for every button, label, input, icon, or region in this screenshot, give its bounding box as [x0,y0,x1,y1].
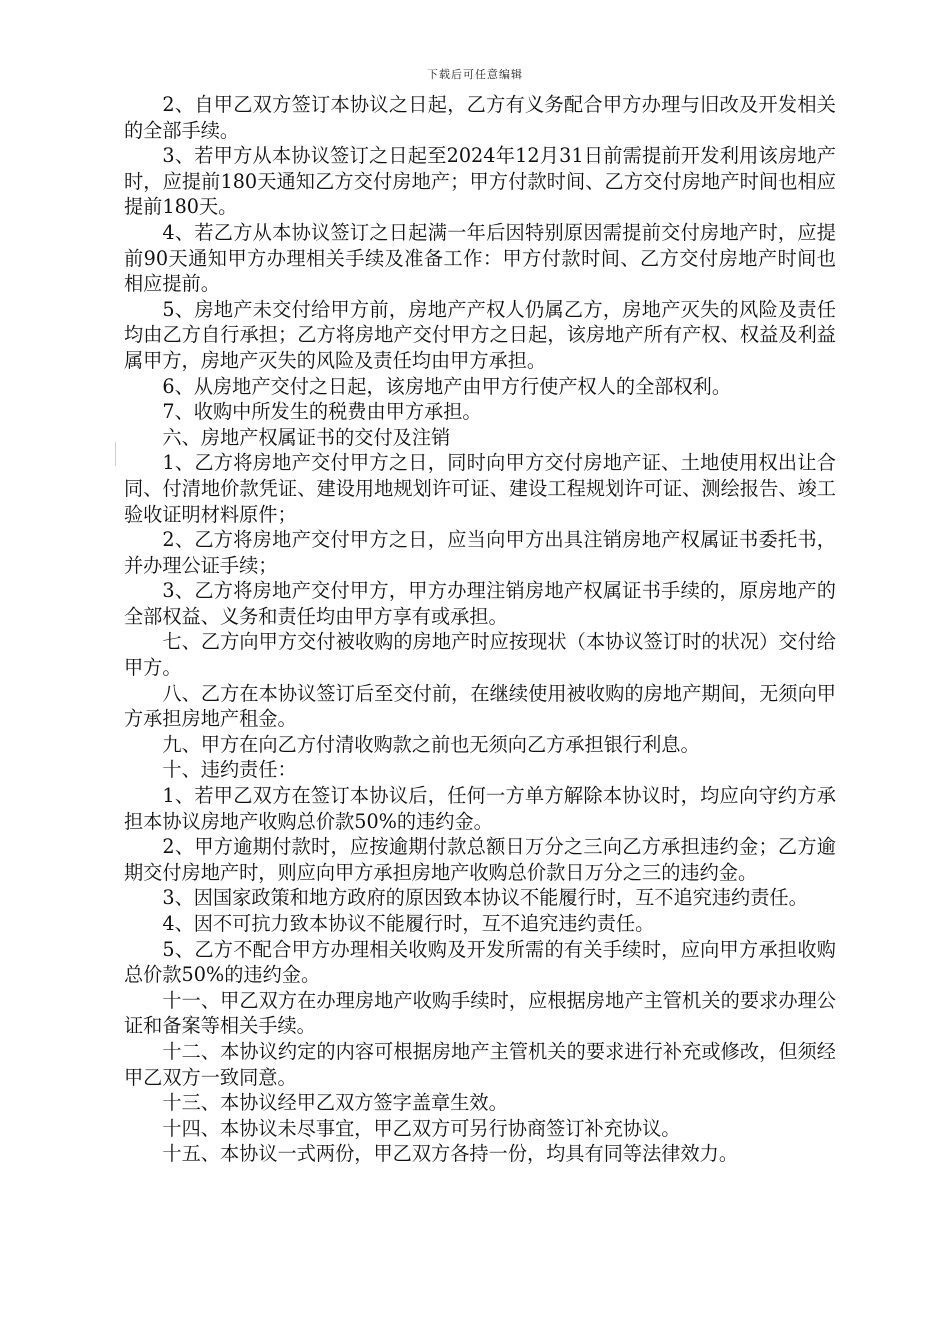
paragraph: 1、乙方将房地产交付甲方之日，同时向甲方交付房地产证、土地使用权出让合同、付清地价款凭证、建设用地规划许可证、建设工程规划许可证、测绘报告、竣工验收证明材料原件； [124,451,836,526]
paragraph: 3、乙方将房地产交付甲方，甲方办理注销房地产权属证书手续的，原房地产的全部权益、义务和责任均由甲方享有或承担。 [124,579,836,628]
section-heading: 七、乙方向甲方交付被收购的房地产时应按现状（本协议签订时的状况）交付给甲方。 [124,630,836,680]
section-heading: 九、甲方在向乙方付清收购款之前也无须向乙方承担银行利息。 [162,732,700,756]
section-heading: 六、房地产权属证书的交付及注销 [162,425,451,449]
header-note: 下载后可任意编辑 [427,68,523,81]
document-body [124,92,836,1167]
section-heading: 八、乙方在本协议签订后至交付前，在继续使用被收购的房地产期间，无须向甲方承担房地产租金。 [124,681,836,731]
paragraph: 5、乙方不配合甲方办理相关收购及开发所需的有关手续时，应向甲方承担收购总价款50%的违约金。 [124,937,836,987]
section-heading: 十四、本协议未尽事宜，甲乙双方可另行协商签订补充协议。 [162,1116,681,1140]
section-heading: 十、违约责任： [162,758,297,782]
paragraph: 3、若甲方从本协议签订之日起至2024年12月31日前需提前开发利用该房地产时，应提前180天通知乙方交付房地产；甲方付款时间、乙方交付房地产时间也相应提前180天。 [124,144,836,219]
paragraph: 2、乙方将房地产交付甲方之日，应当向甲方出具注销房地产权属证书委托书，并办理公证手续； [124,528,836,577]
paragraph: 7、收购中所发生的税费由甲方承担。 [162,400,482,424]
paragraph: 2、自甲乙双方签订本协议之日起，乙方有义务配合甲方办理与旧改及开发相关的全部手续。 [124,93,836,142]
paragraph: 1、若甲乙双方在签订本协议后，任何一方单方解除本协议时，均应向守约方承担本协议房地产收购总价款50%的违约金。 [124,784,836,833]
section-heading: 十一、甲乙双方在办理房地产收购手续时，应根据房地产主管机关的要求办理公证和备案等相关手续。 [124,988,836,1038]
paragraph: 3、因国家政策和地方政府的原因致本协议不能履行时，互不追究违约责任。 [162,886,808,910]
paragraph: 4、因不可抗力致本协议不能履行时，互不追究违约责任。 [162,912,655,935]
section-heading: 十三、本协议经甲乙双方签字盖章生效。 [162,1091,508,1115]
section-heading: 十二、本协议约定的内容可根据房地产主管机关的要求进行补充或修改，但须经甲乙双方一致同意。 [124,1039,836,1089]
section-heading: 十五、本协议一式两份，甲乙双方各持一份，均具有同等法律效力。 [162,1142,739,1166]
paragraph: 2、甲方逾期付款时，应按逾期付款总额日万分之三向乙方承担违约金；乙方逾期交付房地产时，则应向甲方承担房地产收购总价款日万分之三的违约金。 [124,835,836,884]
margin-mark [115,442,116,466]
paragraph: 5、房地产未交付给甲方前，房地产产权人仍属乙方，房地产灭失的风险及责任均由乙方自行承担；乙方将房地产交付甲方之日起，该房地产所有产权、权益及利益属甲方，房地产灭失的风险及责任均由甲方承担。 [124,297,836,372]
paragraph: 6、从房地产交付之日起，该房地产由甲方行使产权人的全部权利。 [162,374,732,398]
paragraph: 4、若乙方从本协议签订之日起满一年后因特别原因需提前交付房地产时，应提前90天通知甲方办理相关手续及准备工作：甲方付款时间、乙方交付房地产时间也相应提前。 [124,220,836,296]
